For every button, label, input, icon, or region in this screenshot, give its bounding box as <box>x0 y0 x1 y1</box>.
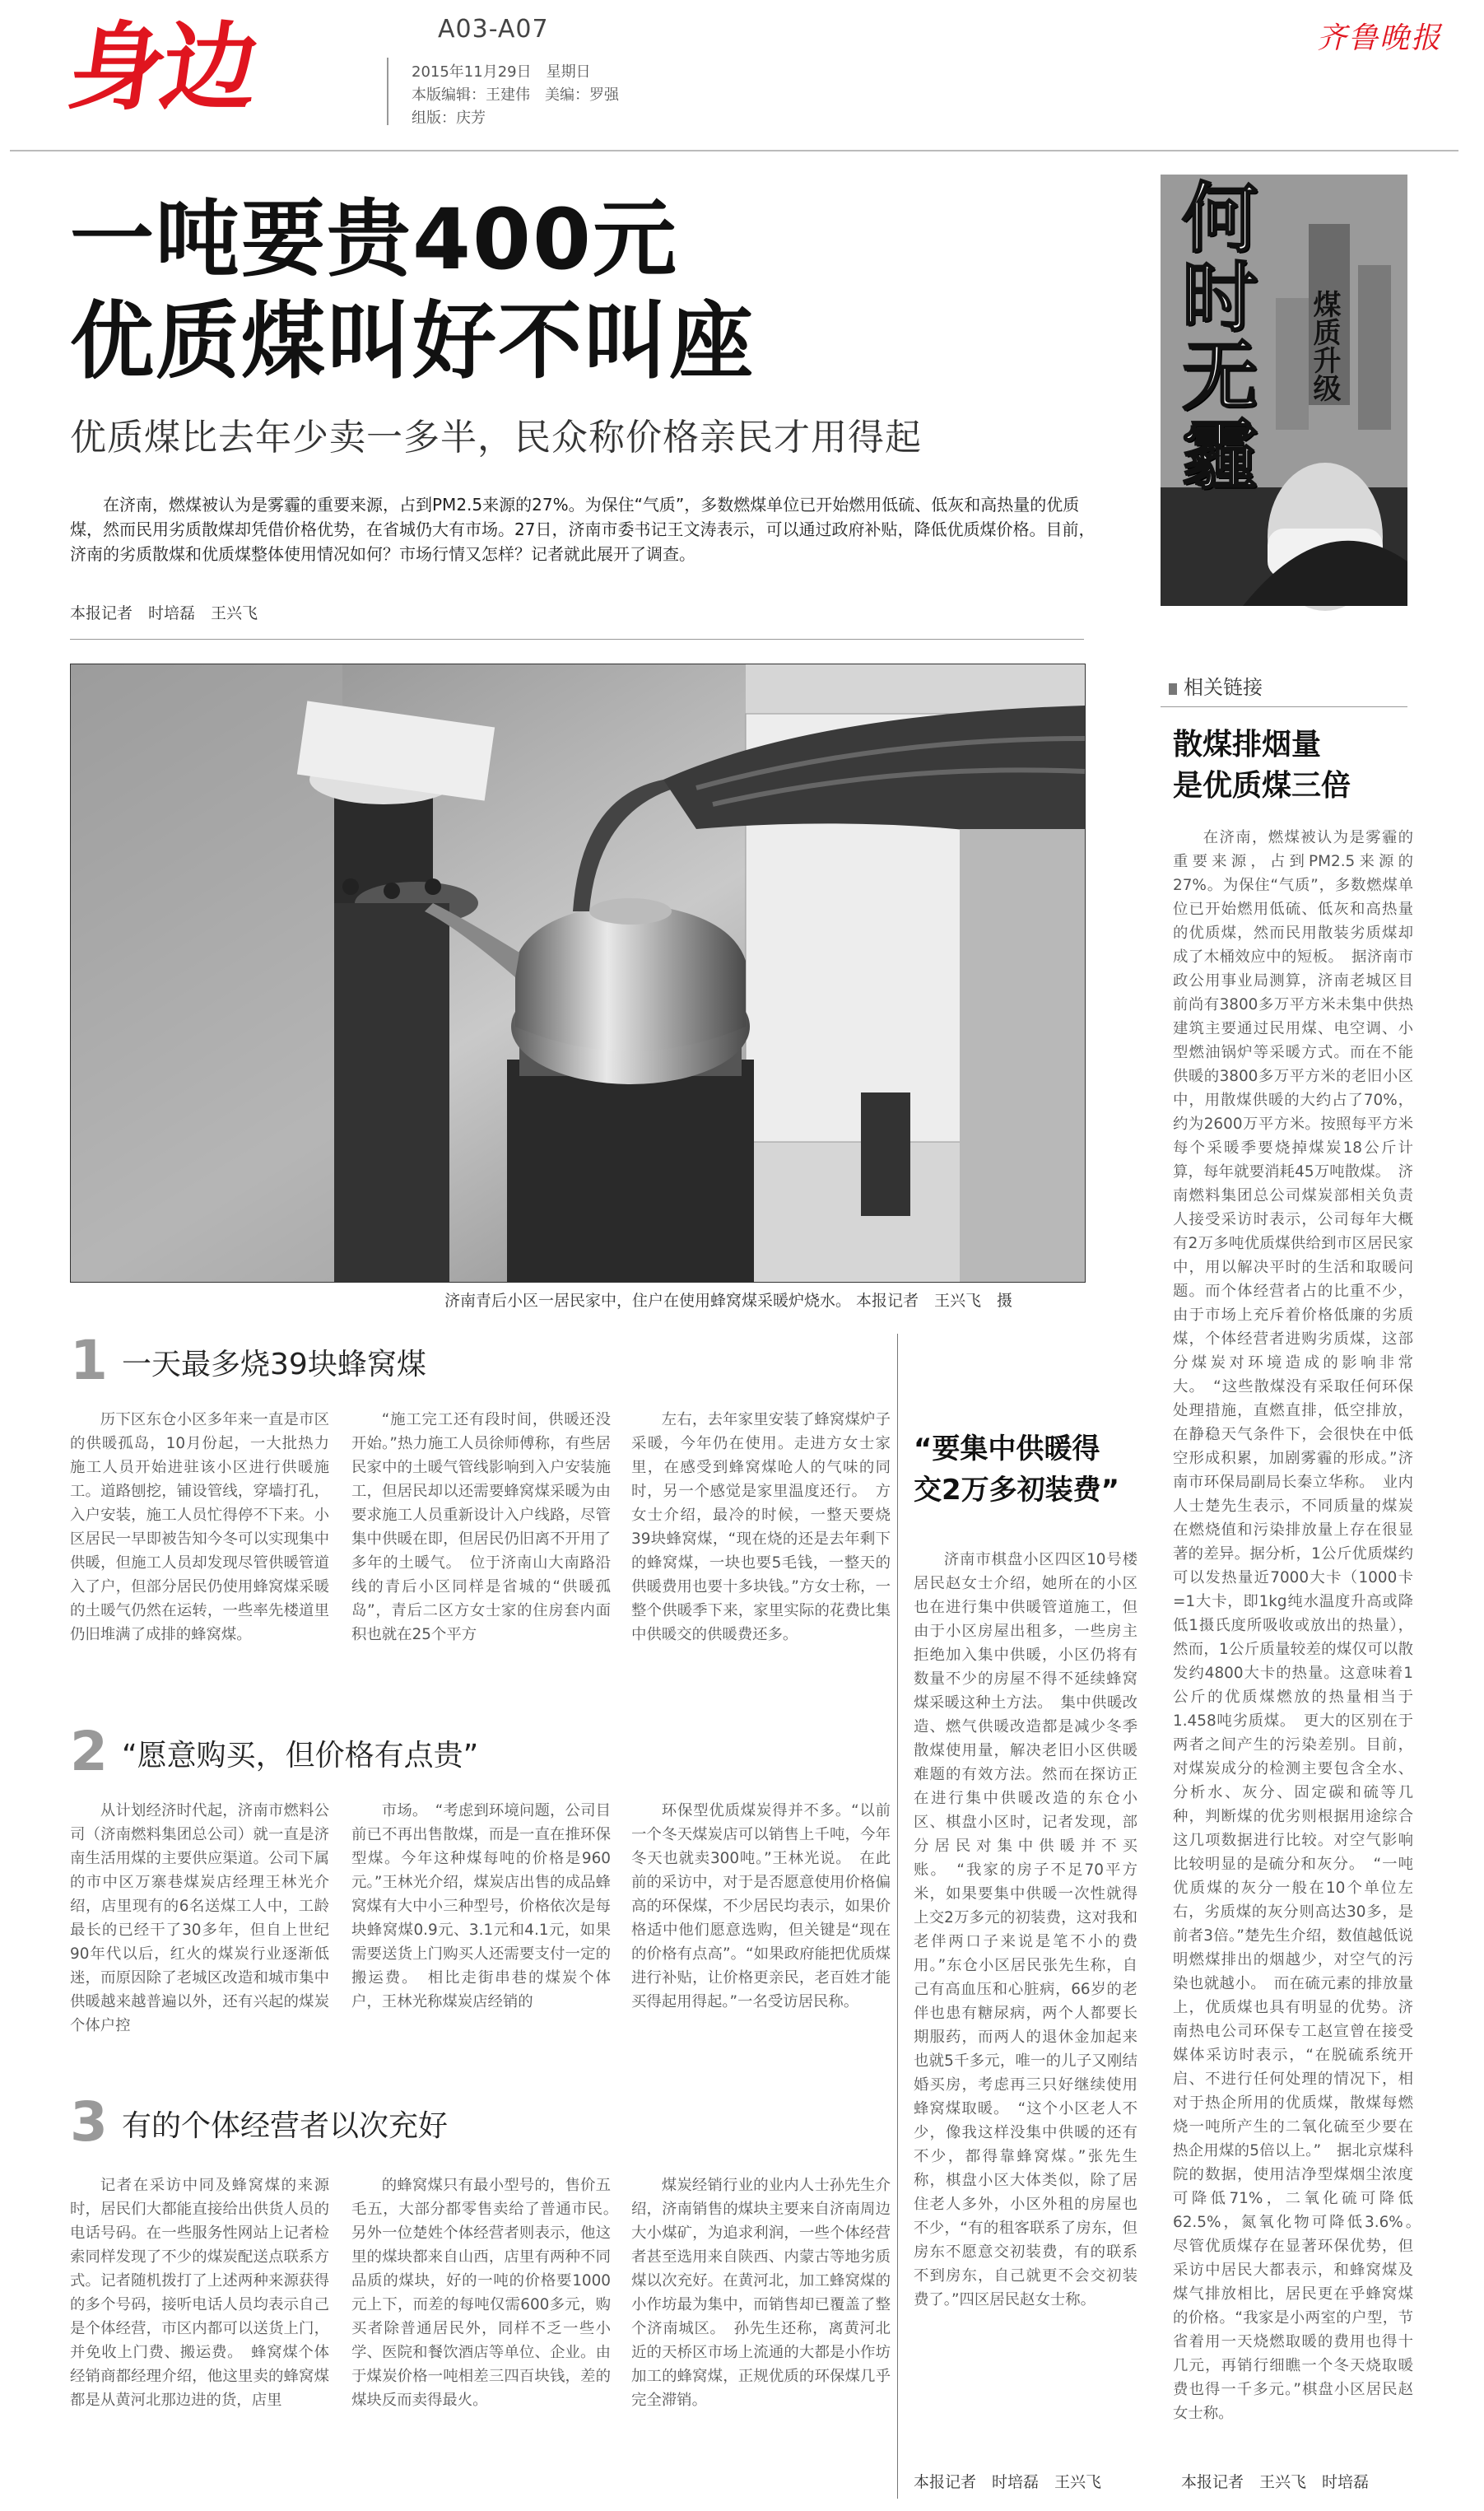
headline <box>70 189 755 394</box>
section-1-col-3: 左右，去年家里安装了蜂窝煤炉子采暖，今年仍在使用。走进方女士家里，在感受到蜂窝煤呛人的气味的同时，另一个感觉是家里温度还行。 方女士介绍，最冷的时候，一整天要烧39块蜂窝煤，“现在烧的还是去年剩下的蜂窝煤，一块也要5毛钱，一整天的供暖费用也要十多块钱。”方女士称，一整个供暖季下来，家里实际的花费比集中供暖交的供暖费还多。 <box>631 1411 891 1643</box>
related-tag: 相关链接 <box>1184 676 1263 699</box>
section-3-col-2: 的蜂窝煤只有最小型号的，售价五毛五，大部分都零售卖给了普通市民。 另外一位楚姓个体经营者则表示，他这里的煤块都来自山西，店里有两种不同品质的煤块，好的一吨的价格要1000元上下，而差的每吨仅需600多元，购买者除普通居民外，同样不乏一些小学、医院和餐饮酒店等单位、企业。由于煤炭价格一吨相差三四百块钱，差的煤块反而卖得最火。 <box>351 2177 626 2409</box>
date-line: 2015年11月29日 星期日 <box>412 63 591 81</box>
newspaper-logo: 齐鲁晚报 <box>1317 21 1443 55</box>
main-photo <box>70 664 1086 1283</box>
section-2-col-1: 从计划经济时代起，济南市燃料公司（济南燃料集团总公司）就一直是济南生活用煤的主要供应渠道。公司下属的市中区万寨巷煤炭店经理王林光介绍，店里现有的6名送煤工人中，工龄最长的已经干了30多年，但自上世纪90年代以后，红火的煤炭行业逐渐低迷，而原因除了老城区改造和城市集中供暖越来越普遍以外，还有兴起的煤炭个体户控 <box>70 1802 329 2034</box>
proof-line: 组版：庆芳 <box>412 109 486 127</box>
byline: 本报记者 时培磊 王兴飞 <box>70 604 258 622</box>
section-3-col-1: 记者在采访中同及蜂窝煤的来源时，居民们大都能直接给出供货人员的电话号码。在一些服务性网站上记者检索同样发现了不少的煤炭配送点联系方式。记者随机拨打了上述两种来源获得的多个号码，接听电话人员均表示自己是个体经营，市区内都可以送货上门，并免收上门费、搬运费。 蜂窝煤个体经销商都经理介绍，他这里卖的蜂窝煤都是从黄河北那边进的货，店里 <box>70 2177 329 2409</box>
promo-title-text: 何时无霾 <box>1170 178 1258 494</box>
section-2-col-2: 市场。 “考虑到环境问题，公司目前已不再出售散煤，而是一直在推环保型煤。今年这种煤每吨的价格是960元。”王林光介绍，煤炭店出售的成品蜂窝煤有大中小三种型号，价格依次是每块蜂窝煤0.9元、3.1元和4.1元，如果需要送货上门购买人还需要支付一定的搬运费。 相比走街串巷的煤炭个体户，王林光称煤炭店经销的 <box>351 1802 611 2010</box>
promo-subtitle: 煤质升级 <box>1308 290 1341 402</box>
mid-sidebar-byline: 本报记者 时培磊 王兴飞 <box>914 2473 1102 2491</box>
related-rule <box>1161 706 1407 707</box>
section-1-number: 1 <box>70 1329 108 1392</box>
right-sidebar-text: 在济南，燃煤被认为是雾霾的重要来源，占到PM2.5来源的27%。为保住“气质”，多数燃煤单位已开始燃用低硫、低灰和高热量的优质煤，然而民用散装劣质煤却成了木桶效应中的短板。 据济南市政公用事业局测算，济南老城区目前尚有3800多万平方米未集中供热建筑主要通过民用煤、电空调、小型燃油锅炉等采暖方式。而在不能供暖的3800多万平方米的老旧小区中，用散煤供暖的大约占了70%，约为2600万平方米。按照每平方米每个采暖季要烧掉煤炭18公斤计算，每年就要消耗45万吨散煤。 济南燃料集团总公司煤炭部相关负责人接受采访时表示，公司每年大概有2万多吨优质煤供给到市区居民家中，用以解决平时的生活和取暖问题。而个体经营者占的比重不少，由于市场上充斥着价格低廉的劣质煤，个体经营者进购劣质煤，这部分煤炭对环境造成的影响非常大。 “这些散煤没有采取任何环保处理措施，直燃直排，低空排放，在静稳天气条件下，会很快在中低空形成积累，加剧雾霾的形成。”济南市环保局副局长秦立华称。 业内人士楚先生表示，不同质量的煤炭在燃烧值和污染排放量上存在很显著的差异。据分析，1公斤优质煤约可以发热量近7000大卡（1000卡=1大卡，即1kg纯水温度升高或降低1摄氏度所吸收或放出的热量），然而，1公斤质量较差的煤仅可以散发约4800大卡的热量。这意味着1公斤的优质煤燃放的热量相当于1.458吨劣质煤。 更大的区别在于两者之间产生的污染差别。目前，对煤炭成分的检测主要包含全水、分析水、灰分、固定碳和硫等几种，判断煤的优劣则根据用途综合这几项数据进行比较。对空气影响比较明显的是硫分和灰分。 “一吨优质煤的灰分一般在10个单位左右，劣质煤的灰分则高达30多，是前者3倍。”楚先生介绍，数值越低说明燃煤排出的烟越少，对空气的污染也就越小。 而在硫元素的排放量上，优质煤也具有明显的优势。济南热电公司环保专工赵宣曾在接受媒体采访时表示，“在脱硫系统开启、不进行任何处理的情况下，相对于热企所用的优质煤，散煤每燃烧一吨所产生的二氧化硫至少要在热企用煤的5倍以上。” 据北京煤科院的数据，使用洁净型煤烟尘浓度可降低71%，二氧化硫可降低62.5%，氮氧化物可降低3.6%。 尽管优质煤存在显著环保优势，但采访中居民大都表示，和蜂窝煤及煤气排放相比，居民更在乎蜂窝煤的价格。“我家是小两室的户型，节省着用一天烧燃取暖的费用也得十几元，再销行细瞧一个冬天烧取暖费也得一千多元。”棋盘小区居民赵女士称。 <box>1173 829 1429 2422</box>
right-sidebar-title-line-2: 是优质煤三倍 <box>1173 769 1351 803</box>
page-range: A03-A07 <box>438 15 549 44</box>
headline-line-2: 优质煤叫好不叫座 <box>70 293 755 391</box>
subheadline: 优质煤比去年少卖一多半，民众称价格亲民才用得起 <box>70 417 922 459</box>
mid-sidebar-title-line-1: “要集中供暖得 <box>914 1433 1100 1465</box>
promo-box <box>1161 175 1407 606</box>
right-sidebar-byline: 本报记者 王兴飞 时培磊 <box>1181 2473 1370 2491</box>
mid-sidebar-title-line-2: 交2万多初装费” <box>914 1474 1120 1507</box>
mid-sidebar-title <box>914 1428 1161 1511</box>
section-2-heading <box>70 1720 893 1783</box>
headline-line-1: 一吨要贵400元 <box>70 191 678 289</box>
masthead-divider <box>387 58 388 125</box>
section-2-col-3: 环保型优质煤炭得并不多。“以前一个冬天煤炭店可以销售上千吨，今年冬天也就卖300吨。”王林光说。 在此前的采访中，对于是否愿意使用价格偏高的环保煤，不少居民均表示，如果价格适中他们愿意选购，但关键是“现在的价格有点高”。“如果政府能把优质煤进行补贴，让价格更亲民，老百姓才能买得起用得起。”一名受访居民称。 <box>631 1802 891 2010</box>
section-1-col-2: “施工完工还有段时间，供暖还没开始。”热力施工人员徐师傅称，有些居民家中的土暖气管线影响到入户安装施工，但居民却以还需要蜂窝煤采暖为由要求施工人员重新设计入户线路，尽管集中供暖在即，但居民仍旧离不开用了多年的土暖气。 位于济南山大南路沿线的青后小区同样是省城的“供暖孤岛”，青后二区方女士家的住房套内面积也就在25个平方 <box>351 1411 611 1643</box>
right-sidebar-body <box>1173 826 1429 2460</box>
editor-line: 本版编辑：王建伟 美编：罗强 <box>412 86 619 104</box>
section-3-col-3: 煤炭经销行业的业内人士孙先生介绍，济南销售的煤块主要来自济南周边大小煤矿，为追求利润，一些个体经营者甚至选用来自陕西、内蒙古等地劣质煤以次充好。在黄河北，加工蜂窝煤的小作坊最为集中，而销售却已覆盖了整个济南城区。 孙先生还称，离黄河北近的天桥区市场上流通的大都是小作坊加工的蜂窝煤，正规优质的环保煤几乎完全滞销。 <box>631 2177 891 2409</box>
section-1-col-1: 历下区东仓小区多年来一直是市区的供暖孤岛，10月份起，一大批热力施工人员开始进驻该小区进行供暖施工。道路刨挖，铺设管线，穿墙打孔，入户安装，施工人员忙得停不下来。小区居民一早即被告知今冬可以实现集中供暖，但施工人员却发现尽管供暖管道入了户，但部分居民仍使用蜂窝煤采暖的土暖气仍然在运转，一些率先楼道里仍旧堆满了成排的蜂窝煤。 <box>70 1411 329 1643</box>
section-title: 身边 <box>62 12 263 123</box>
lede-paragraph: 在济南，燃煤被认为是雾霾的重要来源，占到PM2.5来源的27%。为保住“气质”，多数燃煤单位已开始燃用低硫、低灰和高热量的优质煤，然而民用劣质散煤却凭借价格优势，在省城仍大有市场。27日，济南市委书记王文涛表示，可以通过政府补贴，降低优质煤价格。目前，济南的劣质散煤和优质煤整体使用情况如何？市场行情又怎样？记者就此展开了调查。 <box>70 495 1096 564</box>
section-3-title: 有的个体经营者以次充好 <box>122 2109 449 2143</box>
section-3-heading <box>70 2090 893 2154</box>
mid-sidebar-body <box>914 1548 1137 2462</box>
masthead-meta <box>412 61 619 130</box>
right-sidebar-title <box>1173 724 1420 807</box>
byline-rule <box>70 639 1084 640</box>
section-2-title: “愿意购买，但价格有点贵” <box>122 1739 479 1773</box>
mid-sidebar-rule-left <box>897 1334 898 2499</box>
right-sidebar-title-line-1: 散煤排烟量 <box>1173 728 1322 762</box>
section-1-heading <box>70 1329 893 1392</box>
section-2-number: 2 <box>70 1720 108 1783</box>
kettle-on-stove-photo <box>71 664 1085 1282</box>
section-1-title: 一天最多烧39块蜂窝煤 <box>122 1348 426 1381</box>
photo-caption: 济南青后小区一居民家中，住户在使用蜂窝煤采暖炉烧水。 本报记者 王兴飞 摄 <box>444 1292 1013 1310</box>
mid-sidebar-text: 济南市棋盘小区四区10号楼居民赵女士介绍，她所在的小区也在进行集中供暖管道施工，但由于小区房屋出租多，一些房主拒绝加入集中供暖，小区仍将有数量不少的房屋不得不延续蜂窝煤采暖这种土方法。 集中供暖改造、燃气供暖改造都是减少冬季散煤使用量，解决老旧小区供暖难题的有效方法。然而在探访正在进行集中供暖改造的东仓小区、棋盘小区时，记者发现，部分居民对集中供暖并不买账。 “我家的房子不足70平方米，如果要集中供暖一次性就得上交2万多元的初装费，这对我和老伴两口子来说是笔不小的费用。”东仓小区居民张先生称，自己有高血压和心脏病，66岁的老伴也患有糖尿病，两个人都要长期服药，而两人的退休金加起来也就5千多元，唯一的儿子又刚结婚买房，考虑再三只好继续使用蜂窝煤取暖。 “这个小区老人不少，像我这样没集中供暖的还有不少，都得靠蜂窝煤。”张先生称，棋盘小区大体类似，除了居住老人多外，小区外租的房屋也不少，“有的租客联系了房东，但房东不愿意交初装费，有的联系不到房东，自己就更不会交初装费了。”四区居民赵女士称。 <box>914 1551 1137 2308</box>
masthead-rule <box>10 150 1458 151</box>
promo-title <box>1170 178 1258 510</box>
section-3-number: 3 <box>70 2090 108 2154</box>
tag-marker <box>1169 683 1177 695</box>
